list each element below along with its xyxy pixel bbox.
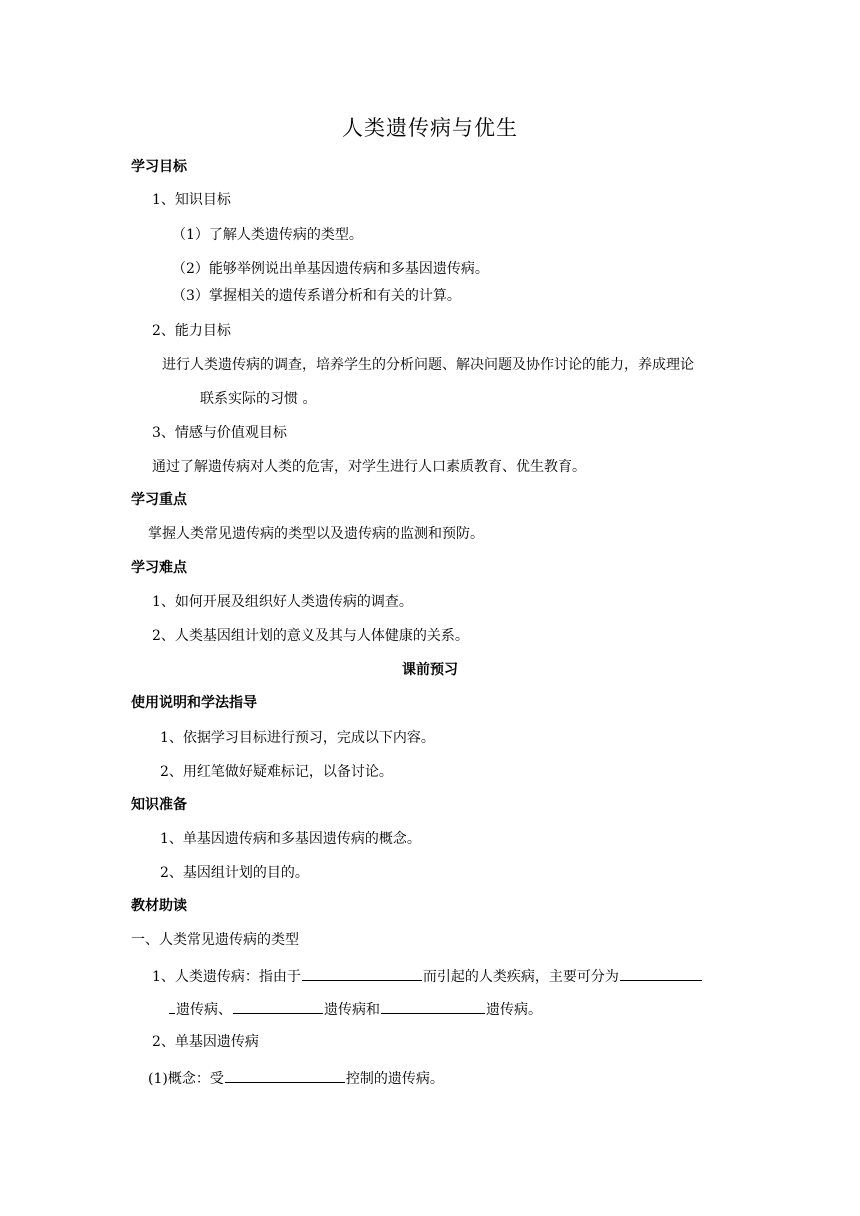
question-2-text-a: (1)概念：受 (148, 1071, 224, 1087)
difficulties-heading: 学习难点 (131, 560, 187, 576)
fill-in-blank[interactable] (620, 966, 702, 981)
ability-objective-label: 2、能力目标 (152, 323, 231, 339)
preparation-heading: 知识准备 (131, 797, 187, 813)
key-points-heading: 学习重点 (131, 492, 187, 508)
question-1-text-b: 而引起的人类疾病，主要可分为 (422, 969, 619, 985)
knowledge-item: （1）了解人类遗传病的类型。 (172, 227, 363, 243)
fill-in-blank[interactable] (169, 999, 175, 1014)
fill-in-blank[interactable] (302, 966, 422, 981)
preview-heading: 课前预习 (402, 662, 458, 678)
difficulty-item: 2、人类基因组计划的意义及其与人体健康的关系。 (152, 628, 469, 644)
document-title: 人类遗传病与优生 (342, 116, 518, 140)
key-points-text: 掌握人类常见遗传病的类型以及遗传病的监测和预防。 (148, 526, 484, 542)
fill-in-blank[interactable] (225, 1068, 345, 1083)
question-1-text-c: 遗传病、 (176, 1002, 232, 1018)
ability-objective-text: 进行人类遗传病的调查，培养学生的分析问题、解决问题及协作讨论的能力，养成理论 (162, 357, 694, 373)
fill-in-blank[interactable] (233, 999, 323, 1014)
reading-heading: 教材助读 (131, 898, 187, 914)
question-1-text-e: 遗传病。 (486, 1002, 542, 1018)
difficulty-item: 1、如何开展及组织好人类遗传病的调查。 (152, 594, 413, 610)
preparation-item: 2、基因组计划的目的。 (160, 865, 309, 881)
fill-in-blank[interactable] (381, 999, 485, 1014)
question-1-text-d: 遗传病和 (324, 1002, 380, 1018)
emotion-objective-label: 3、情感与价值观目标 (152, 425, 287, 441)
ability-objective-text-continued: 联系实际的习惯 。 (200, 391, 317, 407)
knowledge-item: （3）掌握相关的遗传系谱分析和有关的计算。 (172, 288, 461, 304)
knowledge-item: （2）能够举例说出单基因遗传病和多基因遗传病。 (172, 261, 489, 277)
question-2-label: 2、单基因遗传病 (152, 1034, 259, 1050)
question-1-text-a: 1、人类遗传病：指由于 (152, 969, 301, 985)
knowledge-objective-label: 1、知识目标 (152, 192, 231, 208)
emotion-objective-text: 通过了解遗传病对人类的危害，对学生进行人口素质教育、优生教育。 (152, 459, 586, 475)
question-2-text-b: 控制的遗传病。 (345, 1071, 444, 1087)
preparation-item: 1、单基因遗传病和多基因遗传病的概念。 (160, 831, 421, 847)
question-1-line2 (168, 999, 542, 1019)
question-2-line (148, 1068, 444, 1088)
objectives-heading: 学习目标 (131, 159, 187, 175)
question-1-line1 (152, 966, 703, 986)
instructions-heading: 使用说明和学法指导 (131, 695, 257, 711)
instruction-item: 1、依据学习目标进行预习，完成以下内容。 (160, 730, 435, 746)
instruction-item: 2、用红笔做好疑难标记，以备讨论。 (160, 764, 393, 780)
reading-part1-title: 一、人类常见遗传病的类型 (131, 932, 299, 948)
